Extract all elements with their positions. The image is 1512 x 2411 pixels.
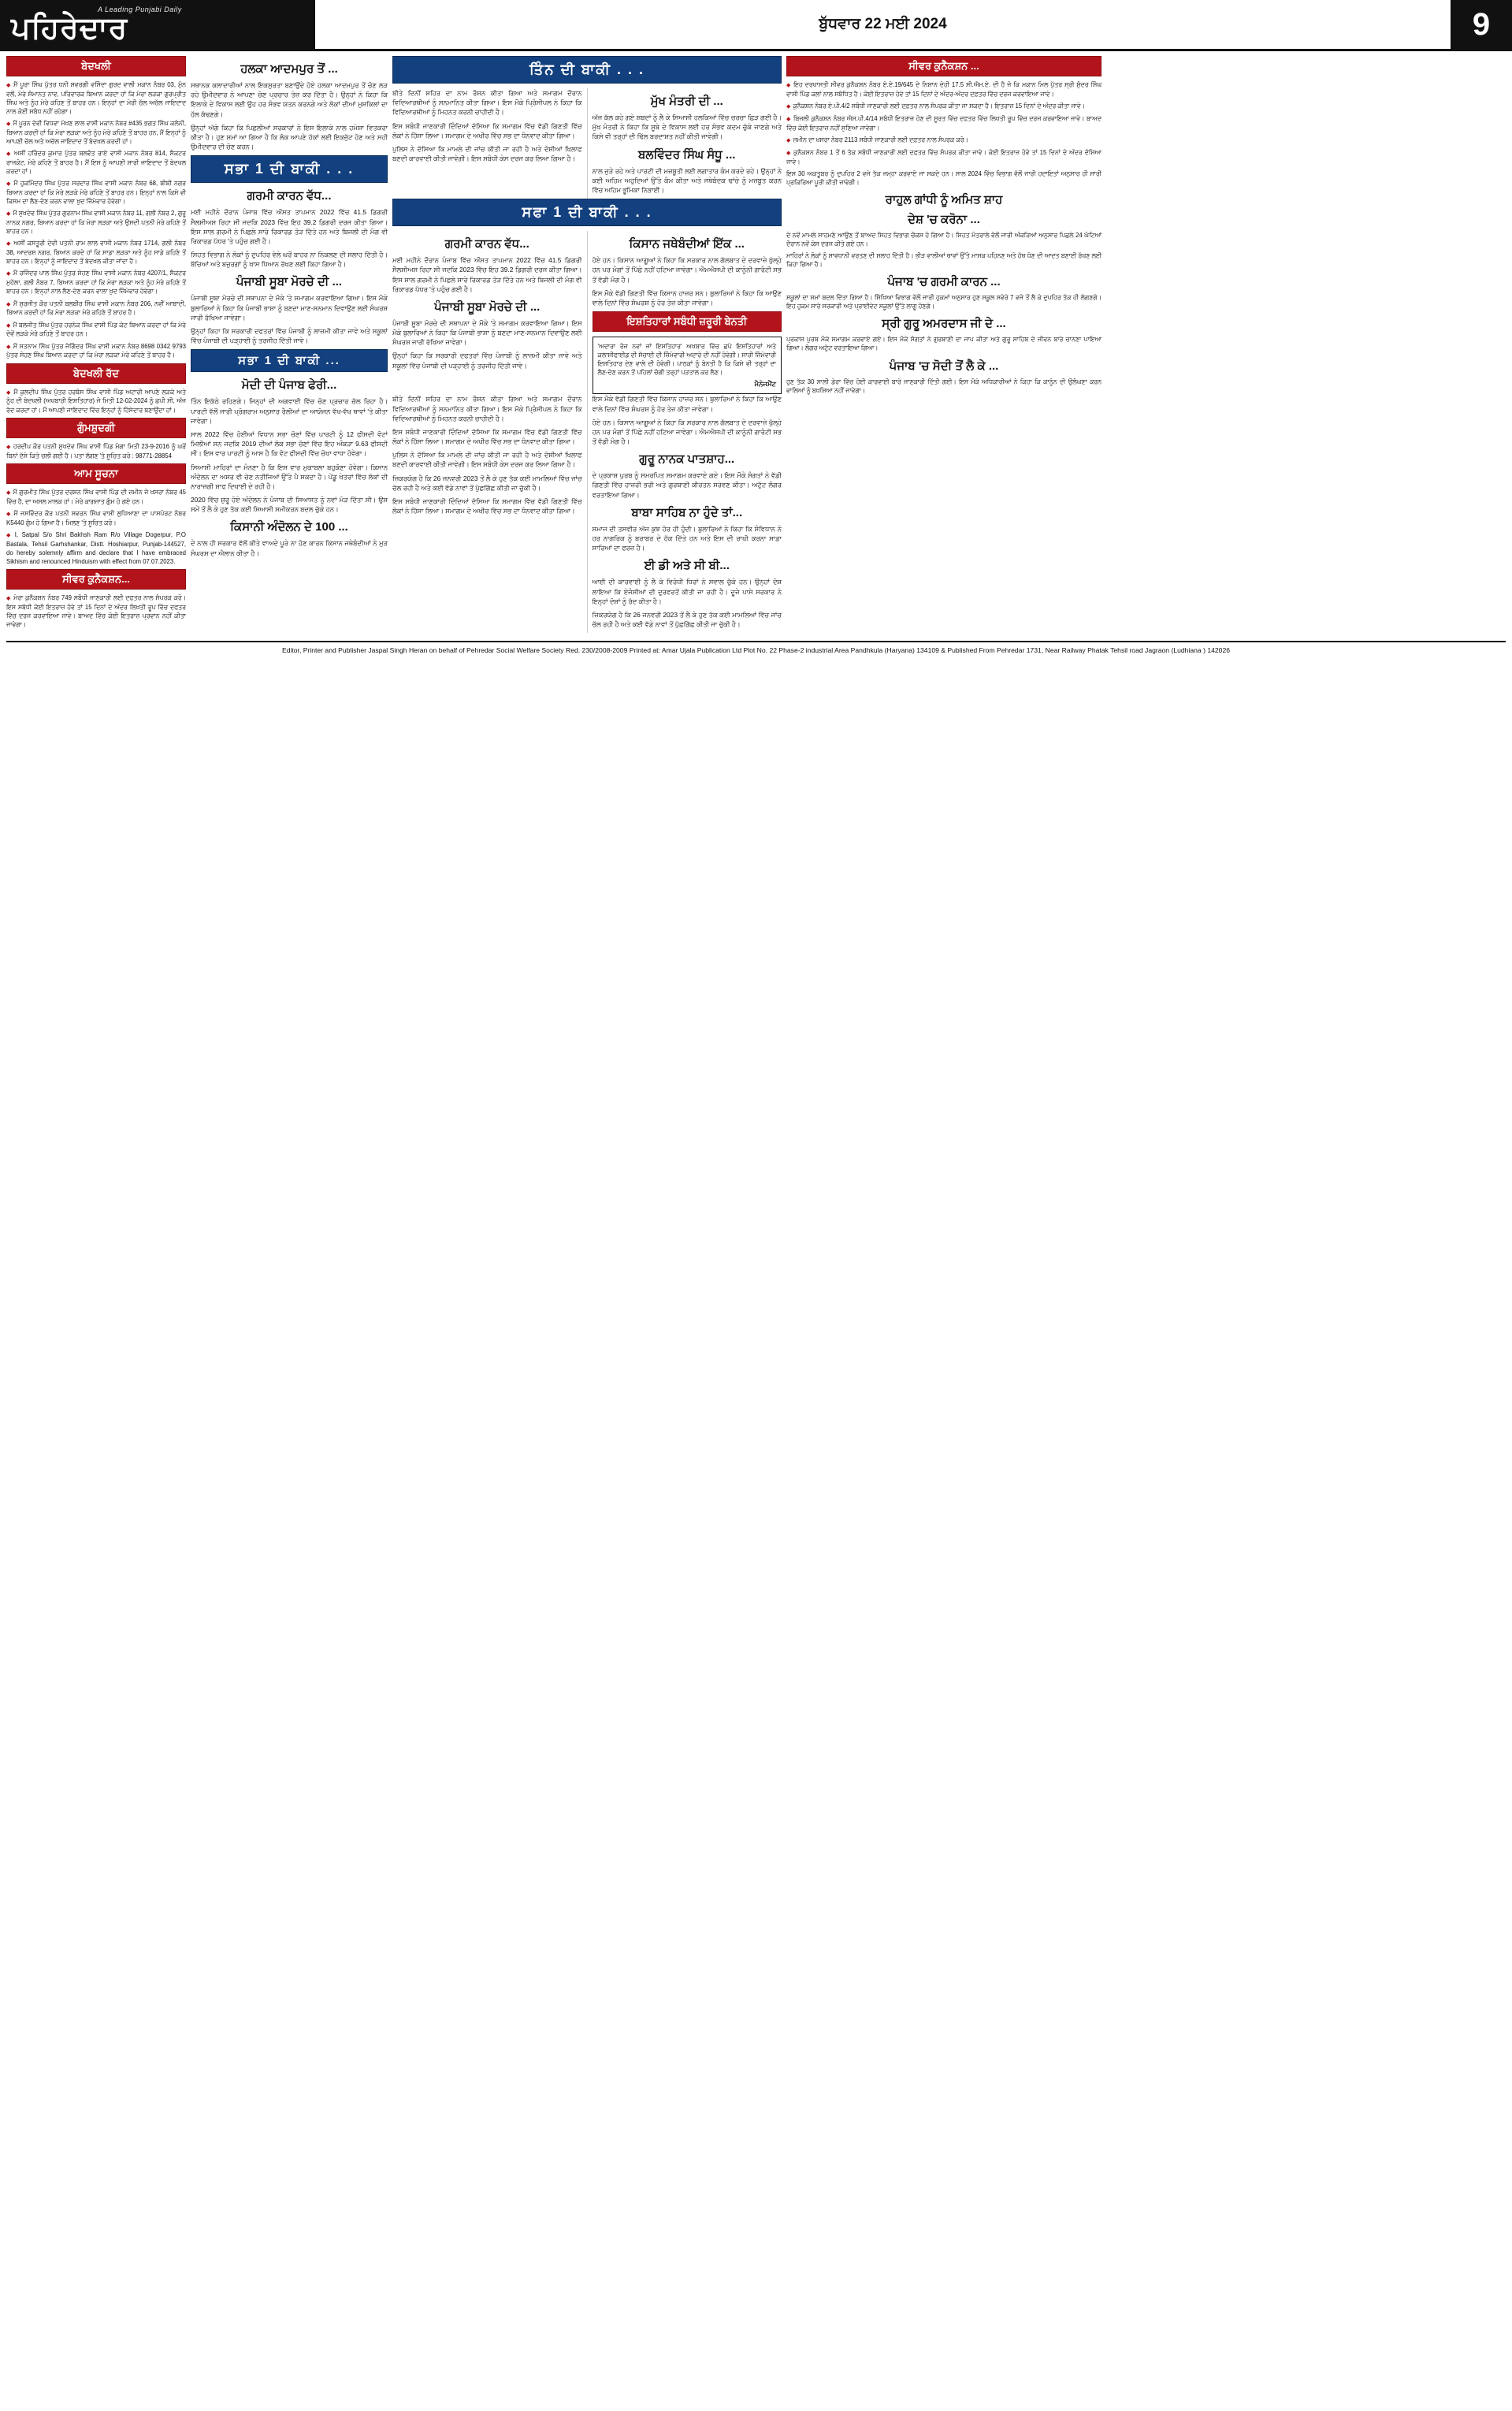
article-head-ed-cbi: ਈ ਡੀ ਅਤੇ ਸੀ ਬੀ... [644, 559, 730, 573]
article-body-left-a [392, 88, 582, 163]
article-body-right-b [593, 394, 782, 446]
article-head-punjabi-suba: ਪੰਜਾਬੀ ਸੂਬਾ ਮੋਰਚੇ ਦੀ ... [236, 275, 343, 289]
paragraph: ਇਸ ਸਬੰਧੀ ਜਾਣਕਾਰੀ ਦਿੰਦਿਆਂ ਦੱਸਿਆ ਕਿ ਸਮਾਗਮ ਵਿੱਚ ਵੱਡੀ ਗਿਣਤੀ ਵਿੱਚ ਲੋਕਾਂ ਨੇ ਹਿੱਸਾ ਲਿਆ। ਸਮਾਗਮ ਦੇ ਅਖੀਰ ਵਿੱਚ ਸਭ ਦਾ ਧੰਨਵਾਦ ਕੀਤਾ ਗਿਆ। [392, 497, 582, 515]
article-head-mukh-mantri: ਮੁੱਖ ਮੰਤਰੀ ਦੀ ... [650, 95, 723, 108]
sewer-block [6, 593, 186, 629]
article-head-baba-sahib: ਬਾਬਾ ਸਾਹਿਬ ਨਾ ਹੁੰਦੇ ਤਾਂ... [631, 505, 743, 519]
section-header-sewer-connection: ਸੀਵਰ ਕੁਨੈਕਸ਼ਨ... [6, 569, 186, 590]
article-body-punjab-sodi [786, 378, 1101, 395]
article-head-halka-adampur: ਹਲਕਾ ਆਦਮਪੁਰ ਤੋਂ ... [240, 62, 338, 76]
paragraph: ਆਈ ਦੀ ਕਾਰਵਾਈ ਨੂੰ ਲੈ ਕੇ ਵਿਰੋਧੀ ਧਿਰਾਂ ਨੇ ਸਵਾਲ ਚੁੱਕੇ ਹਨ। ਉਨ੍ਹਾਂ ਦੋਸ਼ ਲਾਇਆ ਕਿ ਏਜੰਸੀਆਂ ਦੀ ਦੁਰਵਰਤੋਂ ਕੀਤੀ ਜਾ ਰਹੀ ਹੈ। ਦੂਜੇ ਪਾਸੇ ਸਰਕਾਰ ਨੇ ਇਨ੍ਹਾਂ ਦੋਸ਼ਾਂ ਨੂੰ ਰੱਦ ਕੀਤਾ ਹੈ। [592, 578, 782, 605]
paragraph: ਮਈ ਮਹੀਨੇ ਦੌਰਾਨ ਪੰਜਾਬ ਵਿੱਚ ਔਸਤ ਤਾਪਮਾਨ 2022 ਵਿੱਚ 41.5 ਡਿਗਰੀ ਸੈਲਸੀਅਸ ਰਿਹਾ ਸੀ ਜਦਕਿ 2023 ਵਿੱਚ ਇਹ 39.2 ਡਿਗਰੀ ਦਰਜ ਕੀਤਾ ਗਿਆ। ਇਸ ਸਾਲ ਗਰਮੀ ਨੇ ਪਿਛਲੇ ਸਾਰੇ ਰਿਕਾਰਡ ਤੋੜ ਦਿੱਤੇ ਹਨ ਅਤੇ ਬਿਜਲੀ ਦੀ ਮੰਗ ਵੀ ਰਿਕਾਰਡ ਪੱਧਰ 'ਤੇ ਪਹੁੰਚ ਗਈ ਹੈ। [392, 256, 582, 293]
article-body-kisan-jathebandian [593, 255, 782, 307]
paragraph: ਹੋਏ ਹਨ। ਕਿਸਾਨ ਆਗੂਆਂ ਨੇ ਕਿਹਾ ਕਿ ਸਰਕਾਰ ਨਾਲ ਗੱਲਬਾਤ ਦੇ ਦਰਵਾਜ਼ੇ ਖੁੱਲ੍ਹੇ ਹਨ ਪਰ ਮੰਗਾਂ ਤੋਂ ਪਿੱਛੇ ਨਹੀਂ ਹਟਿਆ ਜਾਵੇਗਾ। ਐਮਐਸਪੀ ਦੀ ਕਾਨੂੰਨੀ ਗਾਰੰਟੀ ਸਭ ਤੋਂ ਵੱਡੀ ਮੰਗ ਹੈ। [592, 256, 782, 284]
article-body-punjabi-suba-2 [392, 318, 582, 370]
rescind-block [6, 388, 186, 415]
paragraph: ਪ੍ਰਕਾਸ਼ ਪੁਰਬ ਮੌਕੇ ਸਮਾਗਮ ਕਰਵਾਏ ਗਏ। ਇਸ ਮੌਕੇ ਸੰਗਤਾਂ ਨੇ ਗੁਰਬਾਣੀ ਦਾ ਜਾਪ ਕੀਤਾ ਅਤੇ ਗੁਰੂ ਸਾਹਿਬ ਦੇ ਜੀਵਨ ਬਾਰੇ ਚਾਨਣਾ ਪਾਇਆ ਗਿਆ। ਲੰਗਰ ਅਟੁੱਟ ਵਰਤਾਇਆ ਗਿਆ। [786, 336, 1101, 352]
paragraph: ਪੰਜਾਬੀ ਸੂਬਾ ਮੋਰਚੇ ਦੀ ਸਥਾਪਨਾ ਦੇ ਮੌਕੇ 'ਤੇ ਸਮਾਗਮ ਕਰਵਾਇਆ ਗਿਆ। ਇਸ ਮੌਕੇ ਬੁਲਾਰਿਆਂ ਨੇ ਕਿਹਾ ਕਿ ਪੰਜਾਬੀ ਭਾਸ਼ਾ ਨੂੰ ਬਣਦਾ ਮਾਣ-ਸਨਮਾਨ ਦਿਵਾਉਣ ਲਈ ਸੰਘਰਸ਼ ਜਾਰੀ ਰੱਖਿਆ ਜਾਵੇਗਾ। [191, 294, 388, 322]
subcolumn-right-mid [587, 231, 782, 394]
section-header-bedakhli-radd: ਬੇਦਖਲੀ ਰੱਦ [6, 363, 186, 384]
article-head-rahul-amit-shah: ਰਾਹੁਲ ਗਾਂਧੀ ਨੂੰ ਅਮਿਤ ਸ਼ਾਹ [885, 193, 1003, 206]
article-body-corona [786, 231, 1101, 269]
article-head-kisan-jathebandian: ਕਿਸਾਨ ਜਥੇਬੰਦੀਆਂ ਇੱਕ ... [629, 237, 745, 251]
sewer-item: ◆ ਬਿਜਲੀ ਕੁਨੈਕਸ਼ਨ ਨੰਬਰ ਐਸ.ਪੀ.4/14 ਸਬੰਧੀ ਇਤਰਾਜ਼ ਹੋਣ ਦੀ ਸੂਰਤ ਵਿੱਚ ਦਫ਼ਤਰ ਵਿੱਚ ਲਿਖਤੀ ਰੂਪ ਵਿੱਚ ਦਰਜ ਕਰਵਾਇਆ ਜਾਵੇ। ਬਾਅਦ ਵਿੱਚ ਕੋਈ ਇਤਰਾਜ਼ ਨਹੀਂ ਸੁਣਿਆ ਜਾਵੇਗਾ। [786, 114, 1101, 132]
classified-item: ◆ ਮੈਂ ਰਜਿੰਦਰ ਪਾਲ ਸਿੰਘ ਪੁੱਤਰ ਸੋਹਣ ਸਿੰਘ ਵਾਸੀ ਮਕਾਨ ਨੰਬਰ 4207/1, ਸੈਕਟਰ ਮੁਹੱਲਾ, ਗਲੀ ਨੰਬਰ 7, ਬਿਆਨ ਕਰਦਾ ਹਾਂ ਕਿ ਮੇਰਾ ਲੜਕਾ ਅਤੇ ਨੂੰਹ ਮੇਰੇ ਕਹਿਣੇ ਤੋਂ ਬਾਹਰ ਹਨ। ਇਨ੍ਹਾਂ ਨਾਲ ਲੈਣ-ਦੇਣ ਕਰਨ ਵਾਲਾ ਖੁਦ ਜ਼ਿੰਮੇਵਾਰ ਹੋਵੇਗਾ। [6, 269, 186, 296]
page-columns [0, 51, 1512, 633]
sewer-item: ◆ ਇਹ ਦਰਖਾਸਤੀ ਸੀਵਰ ਕੁਨੈਕਸ਼ਨ ਨੰਬਰ ਏ.ਏ.19/645 ਦੇ ਨਿਸ਼ਾਨ ਦੇਹੀ 17.5 ਸੀ.ਐਮ.ਏ. ਦੀ ਹੈ ਜੋ ਕਿ ਮਕਾਨ ਮਿਲ ਪੁੱਤਰ ਸ੍ਰੀ ਸੁੰਦਰ ਸਿੰਘ ਵਾਸੀ ਪਿੰਡ ਕਲਾਂ ਨਾਲ ਸਬੰਧਿਤ ਹੈ। ਕੋਈ ਇਤਰਾਜ਼ ਹੋਵੇ ਤਾਂ 15 ਦਿਨਾਂ ਦੇ ਅੰਦਰ-ਅੰਦਰ ਦਫ਼ਤਰ ਵਿੱਚ ਦਰਜ ਕਰਵਾਇਆ ਜਾਵੇ। [786, 80, 1101, 99]
sewer-list-right [786, 80, 1101, 187]
paragraph: ਇਸ ਸਬੰਧੀ ਜਾਣਕਾਰੀ ਦਿੰਦਿਆਂ ਦੱਸਿਆ ਕਿ ਸਮਾਗਮ ਵਿੱਚ ਵੱਡੀ ਗਿਣਤੀ ਵਿੱਚ ਲੋਕਾਂ ਨੇ ਹਿੱਸਾ ਲਿਆ। ਸਮਾਗਮ ਦੇ ਅਖੀਰ ਵਿੱਚ ਸਭ ਦਾ ਧੰਨਵਾਦ ਕੀਤਾ ਗਿਆ। [392, 121, 582, 140]
banner-safa-1-di-baki: ਸਫਾ 1 ਦੀ ਬਾਕੀ . . . [392, 199, 782, 226]
paragraph: ਦੇ ਪ੍ਰਕਾਸ਼ ਪੁਰਬ ਨੂੰ ਸਮਰਪਿਤ ਸਮਾਗਮ ਕਰਵਾਏ ਗਏ। ਇਸ ਮੌਕੇ ਸੰਗਤਾਂ ਨੇ ਵੱਡੀ ਗਿਣਤੀ ਵਿੱਚ ਹਾਜ਼ਰੀ ਭਰੀ ਅਤੇ ਗੁਰਬਾਣੀ ਕੀਰਤਨ ਸਰਵਣ ਕੀਤਾ। ਅਟੁੱਟ ਲੰਗਰ ਵਰਤਾਇਆ ਗਿਆ। [592, 471, 782, 499]
article-head-corona: ਦੇਸ਼ 'ਚ ਕਰੋਨਾ ... [908, 213, 980, 226]
section-header-public-notice: ਆਮ ਸੂਚਨਾ [6, 463, 186, 484]
wide-two-col-mid [392, 231, 782, 394]
article-head-balwinder-sandhu: ਬਲਵਿੰਦਰ ਸਿੰਘ ਸੰਧੂ ... [638, 147, 736, 162]
classified-item: ◆ ਮੈਂ ਸਤਨਾਮ ਸਿੰਘ ਪੁੱਤਰ ਜੋਗਿੰਦਰ ਸਿੰਘ ਵਾਸੀ ਮਕਾਨ ਨੰਬਰ 8698 0342 9793 ਪੁੱਤਰ ਸੋਹਣ ਸਿੰਘ ਬਿਆਨ ਕਰਦਾ ਹਾਂ ਕਿ ਮੇਰਾ ਲੜਕਾ ਮੇਰੇ ਕਹਿਣੇ ਤੋਂ ਬਾਹਰ ਹੈ। [6, 342, 186, 360]
article-body-punjab-garmi [786, 293, 1101, 311]
paragraph: ਪੁਲਿਸ ਨੇ ਦੱਸਿਆ ਕਿ ਮਾਮਲੇ ਦੀ ਜਾਂਚ ਕੀਤੀ ਜਾ ਰਹੀ ਹੈ ਅਤੇ ਦੋਸ਼ੀਆਂ ਖਿਲਾਫ ਬਣਦੀ ਕਾਰਵਾਈ ਕੀਤੀ ਜਾਵੇਗੀ। ਇਸ ਸਬੰਧੀ ਕੇਸ ਦਰਜ ਕਰ ਲਿਆ ਗਿਆ ਹੈ। [392, 144, 582, 163]
classified-item: ◆ ਮੈਂ ਪੂਰਾ ਸਿੰਘ ਪੁੱਤਰ ਧਨੀ ਸਵਰਗੀ ਵਸਿੰਦਾ ਗੁਰਦ ਵਾਲੀ ਮਕਾਨ ਨੰਬਰ 03, ਮੁੰਨ ਵਲੋਂ, ਮੇਰੇ ਸੰਮਾਨਤ ਨਾਵ, ਪਰਿਵਾਰਕ ਬਿਆਨ ਕਰਦਾ ਹਾਂ ਕਿ ਮੇਰਾ ਲੜਕਾ ਗੁਰਪ੍ਰੀਤ ਸਿੰਘ ਅਤੇ ਨੂੰਹ ਮੇਰੇ ਕਹਿਣ ਤੋਂ ਬਾਹਰ ਹਨ। ਇਨ੍ਹਾਂ ਦਾ ਮੇਰੀ ਚੱਲ ਅਚੱਲ ਜਾਇਦਾਦ ਨਾਲ ਕੋਈ ਸਬੰਧ ਨਹੀਂ ਰਹੇਗਾ। [6, 80, 186, 116]
paragraph: ਉਨ੍ਹਾਂ ਅੱਗੇ ਕਿਹਾ ਕਿ ਪਿਛਲੀਆਂ ਸਰਕਾਰਾਂ ਨੇ ਇਸ ਇਲਾਕੇ ਨਾਲ ਹਮੇਸ਼ਾ ਵਿਤਕਰਾ ਕੀਤਾ ਹੈ। ਹੁਣ ਸਮਾਂ ਆ ਗਿਆ ਹੈ ਕਿ ਲੋਕ ਆਪਣੇ ਹੱਕਾਂ ਲਈ ਇਕਜੁੱਟ ਹੋਣ ਅਤੇ ਸਹੀ ਉਮੀਦਵਾਰ ਦੀ ਚੋਣ ਕਰਨ। [191, 123, 388, 151]
article-body-baba-sahib [593, 524, 782, 553]
missing-block [6, 442, 186, 460]
subcolumn-left-mid [392, 231, 582, 394]
article-body-guru-nanak [593, 471, 782, 500]
paragraph: ਸਥਾਨਕ ਕਲਾਦਾਰੀਆਂ ਨਾਲ ਇਕਸੁਰਤਾ ਬਣਾਉਂਦੇ ਹੋਏ ਹਲਕਾ ਆਦਮਪੁਰ ਤੋਂ ਚੋਣ ਲੜ ਰਹੇ ਉਮੀਦਵਾਰ ਨੇ ਆਪਣਾ ਚੋਣ ਪ੍ਰਚਾਰ ਤੇਜ਼ ਕਰ ਦਿੱਤਾ ਹੈ। ਉਨ੍ਹਾਂ ਨੇ ਕਿਹਾ ਕਿ ਇਲਾਕੇ ਦੇ ਵਿਕਾਸ ਲਈ ਉਹ ਹਰ ਸੰਭਵ ਯਤਨ ਕਰਨਗੇ ਅਤੇ ਲੋਕਾਂ ਦੀਆਂ ਮੁਸ਼ਕਿਲਾਂ ਦਾ ਹੱਲ ਕੱਢਣਗੇ। [191, 81, 388, 118]
section-header-bedakhli: ਬੇਦਖਲੀ [6, 56, 186, 76]
paragraph: ਉਨ੍ਹਾਂ ਕਿਹਾ ਕਿ ਸਰਕਾਰੀ ਦਫਤਰਾਂ ਵਿੱਚ ਪੰਜਾਬੀ ਨੂੰ ਲਾਜ਼ਮੀ ਕੀਤਾ ਜਾਵੇ ਅਤੇ ਸਕੂਲਾਂ ਵਿੱਚ ਪੰਜਾਬੀ ਦੀ ਪੜ੍ਹਾਈ ਨੂੰ ਤਰਜੀਹ ਦਿੱਤੀ ਜਾਵੇ। [191, 327, 388, 345]
masthead [0, 0, 1512, 51]
article-body-modi-punjab [191, 396, 388, 514]
article-body-garmi [191, 207, 388, 269]
paragraph: ਸਿਹਤ ਵਿਭਾਗ ਨੇ ਲੋਕਾਂ ਨੂੰ ਦੁਪਹਿਰ ਵੇਲੇ ਘਰੋਂ ਬਾਹਰ ਨਾ ਨਿਕਲਣ ਦੀ ਸਲਾਹ ਦਿੱਤੀ ਹੈ। ਬੱਚਿਆਂ ਅਤੇ ਬਜ਼ੁਰਗਾਂ ਨੂੰ ਖਾਸ ਧਿਆਨ ਰੱਖਣ ਲਈ ਕਿਹਾ ਗਿਆ ਹੈ। [191, 251, 388, 269]
paragraph: ਸਮਾਜ ਦੀ ਤਸਵੀਰ ਅੱਜ ਕੁਝ ਹੋਰ ਹੀ ਹੁੰਦੀ। ਬੁਲਾਰਿਆਂ ਨੇ ਕਿਹਾ ਕਿ ਸੰਵਿਧਾਨ ਨੇ ਹਰ ਨਾਗਰਿਕ ਨੂੰ ਬਰਾਬਰ ਦੇ ਹੱਕ ਦਿੱਤੇ ਹਨ ਅਤੇ ਇਸ ਦੀ ਰਾਖੀ ਕਰਨਾ ਸਾਡਾ ਸਾਰਿਆਂ ਦਾ ਫਰਜ਼ ਹੈ। [592, 524, 782, 553]
column-classifieds [6, 56, 186, 633]
article-head-garmi: ਗਰਮੀ ਕਾਰਨ ਵੱਧ... [247, 189, 332, 203]
subcolumn-left-bottom [392, 394, 582, 633]
paragraph: ਦੇ ਨਵੇਂ ਮਾਮਲੇ ਸਾਹਮਣੇ ਆਉਣ ਤੋਂ ਬਾਅਦ ਸਿਹਤ ਵਿਭਾਗ ਚੌਕਸ ਹੋ ਗਿਆ ਹੈ। ਸਿਹਤ ਮੰਤਰਾਲੇ ਵੱਲੋਂ ਜਾਰੀ ਅੰਕੜਿਆਂ ਅਨੁਸਾਰ ਪਿਛਲੇ 24 ਘੰਟਿਆਂ ਦੌਰਾਨ ਨਵੇਂ ਕੇਸ ਦਰਜ ਕੀਤੇ ਗਏ ਹਨ। [786, 232, 1101, 248]
ad-disclaimer-text: 'ਅਦਾਰਾ ਰੋਜ਼ ਨਵਾਂ ਜਾਂ ਇਸ਼ਤਿਹਾਰ' ਅਖਬਾਰ ਵਿੱਚ ਛਪੇ ਇਸ਼ਤਿਹਾਰਾਂ ਅਤੇ ਕਲਾਸੀਫਾਈਡ ਦੀ ਸੱਚਾਈ ਦੀ ਜ਼ਿੰਮੇਵਾਰੀ ਅਦਾਰੇ ਦੀ ਨਹੀਂ ਹੋਵੇਗੀ। ਸਾਰੀ ਜ਼ਿੰਮੇਵਾਰੀ ਇਸ਼ਤਿਹਾਰ ਦੇਣ ਵਾਲੇ ਦੀ ਹੋਵੇਗੀ। ਪਾਠਕਾਂ ਨੂੰ ਬੇਨਤੀ ਹੈ ਕਿ ਕਿਸੇ ਵੀ ਤਰ੍ਹਾਂ ਦਾ ਲੈਣ-ਦੇਣ ਕਰਨ ਤੋਂ ਪਹਿਲਾਂ ਚੰਗੀ ਤਰ੍ਹਾਂ ਪੜਤਾਲ ਕਰ ਲੈਣ। [597, 343, 776, 377]
wide-two-col-bottom [392, 394, 782, 633]
paragraph: ਦੇ ਨਾਲ ਹੀ ਸਰਕਾਰ ਵੱਲੋਂ ਕੀਤੇ ਵਾਅਦੇ ਪੂਰੇ ਨਾ ਹੋਣ ਕਾਰਨ ਕਿਸਾਨ ਜਥੇਬੰਦੀਆਂ ਨੇ ਮੁੜ ਸੰਘਰਸ਼ ਦਾ ਐਲਾਨ ਕੀਤਾ ਹੈ। [191, 539, 388, 557]
paragraph: ਇਸ 30 ਅਕਤੂਬਰ ਨੂੰ ਦੁਪਹਿਰ 2 ਵਜੇ ਤੱਕ ਜਮ੍ਹਾ ਕਰਵਾਏ ਜਾ ਸਕਦੇ ਹਨ। ਸਾਲ 2024 ਵਿੱਚ ਵਿਭਾਗ ਵੱਲੋਂ ਜਾਰੀ ਹਦਾਇਤਾਂ ਅਨੁਸਾਰ ਹੀ ਸਾਰੀ ਪ੍ਰਕਿਰਿਆ ਪੂਰੀ ਕੀਤੀ ਜਾਵੇਗੀ। [786, 169, 1101, 186]
classified-item: ◆ ਮੈਂ ਪੂਰਨ ਦੇਵੀ ਵਿਧਵਾ ਮੱਖਣ ਲਾਲ ਵਾਸੀ ਮਕਾਨ ਨੰਬਰ #435 ਭਗਤ ਸਿੰਘ ਕਲੋਨੀ, ਬਿਆਨ ਕਰਦੀ ਹਾਂ ਕਿ ਮੇਰਾ ਲੜਕਾ ਅਤੇ ਨੂੰਹ ਮੇਰੇ ਕਹਿਣੇ ਤੋਂ ਬਾਹਰ ਹਨ, ਮੈਂ ਇਨ੍ਹਾਂ ਨੂੰ ਆਪਣੀ ਚੱਲ ਅਤੇ ਅਚੱਲ ਜਾਇਦਾਦ ਤੋਂ ਬੇਦਖਲ ਕਰਦੀ ਹਾਂ। [6, 119, 186, 146]
paragraph: ਬੀਤੇ ਦਿਨੀਂ ਸ਼ਹਿਰ ਦਾ ਨਾਮ ਰੌਸ਼ਨ ਕੀਤਾ ਗਿਆ ਅਤੇ ਸਮਾਗਮ ਦੌਰਾਨ ਵਿਦਿਆਰਥੀਆਂ ਨੂੰ ਸਨਮਾਨਿਤ ਕੀਤਾ ਗਿਆ। ਇਸ ਮੌਕੇ ਪ੍ਰਿੰਸੀਪਲ ਨੇ ਕਿਹਾ ਕਿ ਵਿਦਿਆਰਥੀਆਂ ਨੂੰ ਮਿਹਨਤ ਕਰਨੀ ਚਾਹੀਦੀ ਹੈ। [392, 89, 582, 117]
classified-item: ◆ ਮੈਂ ਬਲਜੀਤ ਸਿੰਘ ਪੁੱਤਰ ਹਰਨੇਕ ਸਿੰਘ ਵਾਸੀ ਪਿੰਡ ਕੋਟ ਬਿਆਨ ਕਰਦਾ ਹਾਂ ਕਿ ਮੇਰੇ ਦੋਵੇਂ ਲੜਕੇ ਮੇਰੇ ਕਹਿਣੇ ਤੋਂ ਬਾਹਰ ਹਨ। [6, 321, 186, 339]
paragraph: ਇਸ ਮੌਕੇ ਵੱਡੀ ਗਿਣਤੀ ਵਿੱਚ ਕਿਸਾਨ ਹਾਜ਼ਰ ਸਨ। ਬੁਲਾਰਿਆਂ ਨੇ ਕਿਹਾ ਕਿ ਆਉਣ ਵਾਲੇ ਦਿਨਾਂ ਵਿੱਚ ਸੰਘਰਸ਼ ਨੂੰ ਹੋਰ ਤੇਜ਼ ਕੀਤਾ ਜਾਵੇਗਾ। [592, 288, 782, 307]
classified-item: ◆ ਅਸੀਂ ਹਰਿੰਦਰ ਕੁਮਾਰ ਪੁੱਤਰ ਬਲਵੰਤ ਰਾਏ ਵਾਸੀ ਮਕਾਨ ਨੰਬਰ 814, ਸੈਕਟਰ ਰਾਜਕੋਟ, ਮੇਰੇ ਕਹਿਣੇ ਤੋਂ ਬਾਹਰ ਹੈ। ਮੈਂ ਇਸ ਨੂੰ ਆਪਣੀ ਸਾਰੀ ਜਾਇਦਾਦ ਤੋਂ ਬੇਦਖਲ ਕਰਦਾ ਹਾਂ। [6, 149, 186, 176]
article-body-punjabi-suba [191, 293, 388, 345]
paragraph: ਪੁਲਿਸ ਨੇ ਦੱਸਿਆ ਕਿ ਮਾਮਲੇ ਦੀ ਜਾਂਚ ਕੀਤੀ ਜਾ ਰਹੀ ਹੈ ਅਤੇ ਦੋਸ਼ੀਆਂ ਖਿਲਾਫ ਬਣਦੀ ਕਾਰਵਾਈ ਕੀਤੀ ਜਾਵੇਗੀ। ਇਸ ਸਬੰਧੀ ਕੇਸ ਦਰਜ ਕਰ ਲਿਆ ਗਿਆ ਹੈ। [392, 451, 582, 469]
sewer-item: ◆ ਮੇਰਾ ਕੁਨੈਕਸ਼ਨ ਨੰਬਰ 749 ਸਬੰਧੀ ਜਾਣਕਾਰੀ ਲਈ ਦਫਤਰ ਨਾਲ ਸੰਪਰਕ ਕਰੋ। ਇਸ ਸਬੰਧੀ ਕੋਈ ਇਤਰਾਜ਼ ਹੋਵੇ ਤਾਂ 15 ਦਿਨਾਂ ਦੇ ਅੰਦਰ ਲਿਖਤੀ ਰੂਪ ਵਿੱਚ ਦਫਤਰ ਵਿੱਚ ਦਰਜ ਕਰਵਾਇਆ ਜਾਵੇ। ਬਾਅਦ ਵਿੱਚ ਕੋਈ ਇਤਰਾਜ਼ ਪ੍ਰਵਾਨ ਨਹੀਂ ਕੀਤਾ ਜਾਵੇਗਾ। [6, 593, 186, 629]
sewer-item: ◆ ਕੁਨੈਕਸ਼ਨ ਨੰਬਰ 1 ਤੋਂ 6 ਤੱਕ ਸਬੰਧੀ ਜਾਣਕਾਰੀ ਲਈ ਦਫ਼ਤਰ ਵਿੱਚ ਸੰਪਰਕ ਕੀਤਾ ਜਾਵੇ। ਕੋਈ ਇਤਰਾਜ਼ ਹੋਵੇ ਤਾਂ 15 ਦਿਨਾਂ ਦੇ ਅੰਦਰ ਦੱਸਿਆ ਜਾਵੇ। [786, 148, 1101, 166]
paragraph: ਪੰਜਾਬੀ ਸੂਬਾ ਮੋਰਚੇ ਦੀ ਸਥਾਪਨਾ ਦੇ ਮੌਕੇ 'ਤੇ ਸਮਾਗਮ ਕਰਵਾਇਆ ਗਿਆ। ਇਸ ਮੌਕੇ ਬੁਲਾਰਿਆਂ ਨੇ ਕਿਹਾ ਕਿ ਪੰਜਾਬੀ ਭਾਸ਼ਾ ਨੂੰ ਬਣਦਾ ਮਾਣ-ਸਨਮਾਨ ਦਿਵਾਉਣ ਲਈ ਸੰਘਰਸ਼ ਜਾਰੀ ਰੱਖਿਆ ਜਾਵੇਗਾ। [392, 318, 582, 347]
section-header-missing: ਗੁੰਮਸ਼ੁਦਗੀ [6, 418, 186, 438]
sewer-item: ◆ ਕੁਨੈਕਸ਼ਨ ਨੰਬਰ ਏ.ਪੀ.4/2 ਸਬੰਧੀ ਜਾਣਕਾਰੀ ਲਈ ਦਫ਼ਤਰ ਨਾਲ ਸੰਪਰਕ ਕੀਤਾ ਜਾ ਸਕਦਾ ਹੈ। ਇਤਰਾਜ਼ 15 ਦਿਨਾਂ ਦੇ ਅੰਦਰ ਕੀਤਾ ਜਾਵੇ। [786, 102, 1101, 111]
article-head-garmi-2: ਗਰਮੀ ਕਾਰਨ ਵੱਧ... [444, 237, 529, 251]
sewer-item: ◆ ਜ਼ਮੀਨ ਦਾ ਖਸਰਾ ਨੰਬਰ 2113 ਸਬੰਧੀ ਜਾਣਕਾਰੀ ਲਈ ਦਫ਼ਤਰ ਨਾਲ ਸੰਪਰਕ ਕਰੋ। [786, 136, 1101, 145]
column-three-wide [392, 56, 782, 633]
ad-disclaimer-title: ਇਸ਼ਤਿਹਾਰਾਂ ਸਬੰਧੀ ਜ਼ਰੂਰੀ ਬੇਨਤੀ [593, 311, 782, 332]
public-notice-list [6, 488, 186, 566]
page-footer: Editor, Printer and Publisher Jaspal Singh Heran on behalf of Pehredar Social Welfare Society Red. 230/2008-2009 Printed at: Amar Ujala Publication Ltd Plot No. 22 Phase-2 industrial Area Pandhkula (Haryana) 134109 & Published From Pehredar 1731, Near Railway Phatak Tehsil road Jagraon (Ludhiana ) 142026 [6, 641, 1506, 660]
article-head-punjab-sodi: ਪੰਜਾਬ 'ਚ ਸੋਦੀ ਤੋਂ ਲੈ ਕੇ ... [889, 359, 999, 373]
article-body-kisani-andolan [191, 538, 388, 557]
notice-item: ◆ ਮੈਂ ਜਸਵਿੰਦਰ ਕੌਰ ਪਤਨੀ ਸਵਰਨ ਸਿੰਘ ਵਾਸੀ ਲੁਧਿਆਣਾ ਦਾ ਪਾਸਪੋਰਟ ਨੰਬਰ K5440 ਗੁੰਮ ਹੋ ਗਿਆ ਹੈ। ਮਿਲਣ 'ਤੇ ਸੂਚਿਤ ਕਰੋ। [6, 509, 186, 527]
paragraph: ਉਨ੍ਹਾਂ ਕਿਹਾ ਕਿ ਸਰਕਾਰੀ ਦਫਤਰਾਂ ਵਿੱਚ ਪੰਜਾਬੀ ਨੂੰ ਲਾਜ਼ਮੀ ਕੀਤਾ ਜਾਵੇ ਅਤੇ ਸਕੂਲਾਂ ਵਿੱਚ ਪੰਜਾਬੀ ਦੀ ਪੜ੍ਹਾਈ ਨੂੰ ਤਰਜੀਹ ਦਿੱਤੀ ਜਾਵੇ। [392, 352, 582, 370]
paragraph: ਨਾਲ ਜੁੜੇ ਰਹੇ ਅਤੇ ਪਾਰਟੀ ਦੀ ਮਜ਼ਬੂਤੀ ਲਈ ਲਗਾਤਾਰ ਕੰਮ ਕਰਦੇ ਰਹੇ। ਉਨ੍ਹਾਂ ਨੇ ਕਈ ਅਹਿਮ ਅਹੁਦਿਆਂ ਉੱਤੇ ਕੰਮ ਕੀਤਾ ਅਤੇ ਜਥੇਬੰਦਕ ਢਾਂਚੇ ਨੂੰ ਮਜ਼ਬੂਤ ਕਰਨ ਵਿੱਚ ਅਹਿਮ ਭੂਮਿਕਾ ਨਿਭਾਈ। [592, 166, 782, 194]
article-body-guru-amardas [786, 335, 1101, 352]
subcolumn-left-top [392, 88, 582, 199]
article-head-modi-punjab: ਮੋਦੀ ਦੀ ਪੰਜਾਬ ਫੇਰੀ... [241, 378, 337, 393]
article-body-mukh-mantri [593, 113, 782, 142]
issue-date: ਬੁੱਧਵਾਰ 22 ਮਈ 2024 [819, 16, 947, 32]
bedakhli-list [6, 80, 186, 360]
paragraph: ਮਈ ਮਹੀਨੇ ਦੌਰਾਨ ਪੰਜਾਬ ਵਿੱਚ ਔਸਤ ਤਾਪਮਾਨ 2022 ਵਿੱਚ 41.5 ਡਿਗਰੀ ਸੈਲਸੀਅਸ ਰਿਹਾ ਸੀ ਜਦਕਿ 2023 ਵਿੱਚ ਇਹ 39.2 ਡਿਗਰੀ ਦਰਜ ਕੀਤਾ ਗਿਆ। ਇਸ ਸਾਲ ਗਰਮੀ ਨੇ ਪਿਛਲੇ ਸਾਰੇ ਰਿਕਾਰਡ ਤੋੜ ਦਿੱਤੇ ਹਨ ਅਤੇ ਬਿਜਲੀ ਦੀ ਮੰਗ ਵੀ ਰਿਕਾਰਡ ਪੱਧਰ 'ਤੇ ਪਹੁੰਚ ਗਈ ਹੈ। [191, 208, 388, 245]
banner-safa-1-baki-b: ਸਭਾ 1 ਦੀ ਬਾਕੀ ... [191, 349, 388, 372]
page-number: 9 [1451, 0, 1512, 49]
paragraph: ਇਸ ਸਬੰਧੀ ਜਾਣਕਾਰੀ ਦਿੰਦਿਆਂ ਦੱਸਿਆ ਕਿ ਸਮਾਗਮ ਵਿੱਚ ਵੱਡੀ ਗਿਣਤੀ ਵਿੱਚ ਲੋਕਾਂ ਨੇ ਹਿੱਸਾ ਲਿਆ। ਸਮਾਗਮ ਦੇ ਅਖੀਰ ਵਿੱਚ ਸਭ ਦਾ ਧੰਨਵਾਦ ਕੀਤਾ ਗਿਆ। [392, 427, 582, 446]
paragraph: ਜ਼ਿਕਰਯੋਗ ਹੈ ਕਿ 26 ਜਨਵਰੀ 2023 ਤੋਂ ਲੈ ਕੇ ਹੁਣ ਤੱਕ ਕਈ ਮਾਮਲਿਆਂ ਵਿੱਚ ਜਾਂਚ ਚੱਲ ਰਹੀ ਹੈ ਅਤੇ ਕਈ ਵੱਡੇ ਨਾਵਾਂ ਤੋਂ ਪੁੱਛਗਿੱਛ ਕੀਤੀ ਜਾ ਚੁੱਕੀ ਹੈ। [392, 474, 582, 492]
paragraph: ਹੁਣ ਤੱਕ 30 ਸਾਲੀ ਡੇਰਾ ਵਿੱਚ ਹੋਈ ਕਾਰਵਾਈ ਬਾਰੇ ਜਾਣਕਾਰੀ ਦਿੱਤੀ ਗਈ। ਇਸ ਮੌਕੇ ਅਧਿਕਾਰੀਆਂ ਨੇ ਕਿਹਾ ਕਿ ਕਾਨੂੰਨ ਦੀ ਉਲੰਘਣਾ ਕਰਨ ਵਾਲਿਆਂ ਨੂੰ ਬਖਸ਼ਿਆ ਨਹੀਂ ਜਾਵੇਗਾ। [786, 378, 1101, 394]
paragraph: 2020 ਵਿੱਚ ਸ਼ੁਰੂ ਹੋਏ ਅੰਦੋਲਨ ਨੇ ਪੰਜਾਬ ਦੀ ਸਿਆਸਤ ਨੂੰ ਨਵਾਂ ਮੋੜ ਦਿੱਤਾ ਸੀ। ਉਸ ਸਮੇਂ ਤੋਂ ਲੈ ਕੇ ਹੁਣ ਤੱਕ ਕਈ ਸਿਆਸੀ ਸਮੀਕਰਨ ਬਦਲ ਚੁੱਕੇ ਹਨ। [191, 496, 388, 514]
paragraph: ਜ਼ਿਕਰਯੋਗ ਹੈ ਕਿ 26 ਜਨਵਰੀ 2023 ਤੋਂ ਲੈ ਕੇ ਹੁਣ ਤੱਕ ਕਈ ਮਾਮਲਿਆਂ ਵਿੱਚ ਜਾਂਚ ਚੱਲ ਰਹੀ ਹੈ ਅਤੇ ਕਈ ਵੱਡੇ ਨਾਵਾਂ ਤੋਂ ਪੁੱਛਗਿੱਛ ਕੀਤੀ ਜਾ ਚੁੱਕੀ ਹੈ। [592, 610, 782, 629]
notice-item: ◆ ਮੈਂ ਗੁਰਮੀਤ ਸਿੰਘ ਪੁੱਤਰ ਦਰਸ਼ਨ ਸਿੰਘ ਵਾਸੀ ਪਿੰਡ ਦੀ ਜ਼ਮੀਨ ਜੋ ਖਸਰਾ ਨੰਬਰ 45 ਵਿੱਚ ਹੈ, ਦਾ ਅਸਲ ਮਾਲਕ ਹਾਂ। ਮੇਰੇ ਕਾਗਜ਼ਾਤ ਗੁੰਮ ਹੋ ਗਏ ਹਨ। [6, 488, 186, 506]
article-body-left-b [392, 394, 582, 515]
article-body-halka-adampur [191, 80, 388, 151]
subcolumn-right-top [587, 88, 782, 199]
wide-two-col-top [392, 88, 782, 199]
article-head-kisani-andolan: ਕਿਸਾਨੀ ਅੰਦੋਲਨ ਦੇ 100 ... [230, 520, 348, 534]
paragraph: ਤਿੰਨ ਇਕੱਠੇ ਰਹਿਣਗੇ। ਜਿਨ੍ਹਾਂ ਦੀ ਅਗਵਾਈ ਵਿੱਚ ਚੋਣ ਪ੍ਰਚਾਰ ਚੱਲ ਰਿਹਾ ਹੈ। ਪਾਰਟੀ ਵੱਲੋਂ ਜਾਰੀ ਪ੍ਰੋਗਰਾਮ ਅਨੁਸਾਰ ਰੈਲੀਆਂ ਦਾ ਆਯੋਜਨ ਵੱਖ-ਵੱਖ ਥਾਵਾਂ 'ਤੇ ਕੀਤਾ ਜਾਵੇਗਾ। [191, 397, 388, 425]
article-body-garmi-2 [392, 255, 582, 294]
classified-item: ◆ ਮੈਂ ਹੁਕਮਿੰਦਰ ਸਿੰਘ ਪੁੱਤਰ ਸਰਦਾਰ ਸਿੰਘ ਵਾਸੀ ਮਕਾਨ ਨੰਬਰ 68, ਬੀਬੀ ਨਗਰ ਬਿਆਨ ਕਰਦਾ ਹਾਂ ਕਿ ਮੇਰੇ ਲੜਕੇ ਮੇਰੇ ਕਹਿਣੇ ਤੋਂ ਬਾਹਰ ਹਨ। ਇਨ੍ਹਾਂ ਨਾਲ ਕਿਸੇ ਵੀ ਕਿਸਮ ਦਾ ਲੈਣ-ਦੇਣ ਕਰਨ ਵਾਲਾ ਖੁਦ ਜ਼ਿੰਮੇਵਾਰ ਹੋਵੇਗਾ। [6, 179, 186, 206]
classified-item: ◆ ਮੈਂ ਸੁਰਜੀਤ ਕੌਰ ਪਤਨੀ ਬਲਬੀਰ ਸਿੰਘ ਵਾਸੀ ਮਕਾਨ ਨੰਬਰ 206, ਨਵੀਂ ਆਬਾਦੀ, ਬਿਆਨ ਕਰਦੀ ਹਾਂ ਕਿ ਮੇਰਾ ਲੜਕਾ ਮੇਰੇ ਕਹਿਣੇ ਤੋਂ ਬਾਹਰ ਹੈ। [6, 300, 186, 318]
banner-tinn-di-baki: ਤਿੰਨ ਦੀ ਬਾਕੀ . . . [392, 56, 782, 84]
paragraph: ਇਸ ਮੌਕੇ ਵੱਡੀ ਗਿਣਤੀ ਵਿੱਚ ਕਿਸਾਨ ਹਾਜ਼ਰ ਸਨ। ਬੁਲਾਰਿਆਂ ਨੇ ਕਿਹਾ ਕਿ ਆਉਣ ਵਾਲੇ ਦਿਨਾਂ ਵਿੱਚ ਸੰਘਰਸ਼ ਨੂੰ ਹੋਰ ਤੇਜ਼ ਕੀਤਾ ਜਾਵੇਗਾ। [592, 395, 782, 413]
missing-item: ◆ ਹਰਦੀਪ ਕੌਰ ਪਤਨੀ ਸੁਖਦੇਵ ਸਿੰਘ ਵਾਸੀ ਪਿੰਡ ਮੋਗਾ ਮਿਤੀ 23-9-2016 ਨੂੰ ਘਰੋਂ ਬਿਨਾਂ ਦੱਸੇ ਕਿਤੇ ਚਲੀ ਗਈ ਹੈ। ਪਤਾ ਲੱਗਣ 'ਤੇ ਸੂਚਿਤ ਕਰੋ : 98771-28854 [6, 442, 186, 460]
paragraph: ਹੋਏ ਹਨ। ਕਿਸਾਨ ਆਗੂਆਂ ਨੇ ਕਿਹਾ ਕਿ ਸਰਕਾਰ ਨਾਲ ਗੱਲਬਾਤ ਦੇ ਦਰਵਾਜ਼ੇ ਖੁੱਲ੍ਹੇ ਹਨ ਪਰ ਮੰਗਾਂ ਤੋਂ ਪਿੱਛੇ ਨਹੀਂ ਹਟਿਆ ਜਾਵੇਗਾ। ਐਮਐਸਪੀ ਦੀ ਕਾਨੂੰਨੀ ਗਾਰੰਟੀ ਸਭ ਤੋਂ ਵੱਡੀ ਮੰਗ ਹੈ। [592, 418, 782, 446]
subcolumn-right-bottom [587, 394, 782, 633]
paragraph: ਸਿਆਸੀ ਮਾਹਿਰਾਂ ਦਾ ਮੰਨਣਾ ਹੈ ਕਿ ਇਸ ਵਾਰ ਮੁਕਾਬਲਾ ਬਹੁਕੋਣਾ ਹੋਵੇਗਾ। ਕਿਸਾਨ ਅੰਦੋਲਨ ਦਾ ਅਸਰ ਵੀ ਚੋਣ ਨਤੀਜਿਆਂ ਉੱਤੇ ਪੈ ਸਕਦਾ ਹੈ। ਪੇਂਡੂ ਖੇਤਰਾਂ ਵਿੱਚ ਲੋਕਾਂ ਦੀ ਨਾਰਾਜ਼ਗੀ ਸਾਫ ਦਿਖਾਈ ਦੇ ਰਹੀ ਹੈ। [191, 463, 388, 490]
paragraph: ਬੀਤੇ ਦਿਨੀਂ ਸ਼ਹਿਰ ਦਾ ਨਾਮ ਰੌਸ਼ਨ ਕੀਤਾ ਗਿਆ ਅਤੇ ਸਮਾਗਮ ਦੌਰਾਨ ਵਿਦਿਆਰਥੀਆਂ ਨੂੰ ਸਨਮਾਨਿਤ ਕੀਤਾ ਗਿਆ। ਇਸ ਮੌਕੇ ਪ੍ਰਿੰਸੀਪਲ ਨੇ ਕਿਹਾ ਕਿ ਵਿਦਿਆਰਥੀਆਂ ਨੂੰ ਮਿਹਨਤ ਕਰਨੀ ਚਾਹੀਦੀ ਹੈ। [392, 395, 582, 422]
logo-tagline: A Leading Punjabi Daily [98, 6, 182, 13]
ad-disclaimer-box [593, 337, 782, 394]
paragraph: ਸਕੂਲਾਂ ਦਾ ਸਮਾਂ ਬਦਲ ਦਿੱਤਾ ਗਿਆ ਹੈ। ਸਿੱਖਿਆ ਵਿਭਾਗ ਵੱਲੋਂ ਜਾਰੀ ਹੁਕਮਾਂ ਅਨੁਸਾਰ ਹੁਣ ਸਕੂਲ ਸਵੇਰੇ 7 ਵਜੇ ਤੋਂ ਲੈ ਕੇ ਦੁਪਹਿਰ ਤੱਕ ਹੀ ਲੱਗਣਗੇ। ਇਹ ਹੁਕਮ ਸਾਰੇ ਸਰਕਾਰੀ ਅਤੇ ਪ੍ਰਾਈਵੇਟ ਸਕੂਲਾਂ ਉੱਤੇ ਲਾਗੂ ਹੋਣਗੇ। [786, 294, 1101, 311]
section-header-sewer-connection-right: ਸੀਵਰ ਕੁਨੈਕਸ਼ਨ ... [786, 56, 1101, 76]
article-body-balwinder-sandhu [593, 166, 782, 195]
ad-disclaimer-signature: ਮੈਨੇਜਮੈਂਟ [754, 380, 776, 389]
rescind-item: ◆ ਮੈਂ ਕੁਲਦੀਪ ਸਿੰਘ ਪੁੱਤਰ ਹਰਬੰਸ ਸਿੰਘ ਵਾਸੀ ਪਿੰਡ ਅਟਾਰੀ ਆਪਣੇ ਲੜਕੇ ਅਤੇ ਨੂੰਹ ਦੀ ਬੇਦਖਲੀ (ਅਖਬਾਰੀ ਇਸ਼ਤਿਹਾਰ) ਜੋ ਮਿਤੀ 12-02-2024 ਨੂੰ ਛਪੀ ਸੀ, ਅੱਜ ਰੱਦ ਕਰਦਾ ਹਾਂ। ਮੈਂ ਆਪਣੀ ਜਾਇਦਾਦ ਵਿੱਚ ਇਨ੍ਹਾਂ ਨੂੰ ਹਿੱਸੇਦਾਰ ਬਣਾਉਂਦਾ ਹਾਂ। [6, 388, 186, 415]
classified-item: ◆ ਅਸੀਂ ਕਸਤੂਰੀ ਦੇਵੀ ਪਤਨੀ ਰਾਮ ਲਾਲ ਵਾਸੀ ਮਕਾਨ ਨੰਬਰ 1714, ਗਲੀ ਨੰਬਰ 38, ਆਦਰਸ਼ ਨਗਰ, ਬਿਆਨ ਕਰਦੇ ਹਾਂ ਕਿ ਸਾਡਾ ਲੜਕਾ ਅਤੇ ਨੂੰਹ ਸਾਡੇ ਕਹਿਣੇ ਤੋਂ ਬਾਹਰ ਹਨ। ਇਨ੍ਹਾਂ ਨੂੰ ਜਾਇਦਾਦ ਤੋਂ ਬੇਦਖਲ ਕੀਤਾ ਜਾਂਦਾ ਹੈ। [6, 239, 186, 266]
article-head-guru-nanak: ਗੁਰੂ ਨਾਨਕ ਪਾਤਸ਼ਾਹ... [639, 452, 735, 467]
paragraph: ਅੱਜ ਕੱਲ ਕਹੇ ਗਏ ਸ਼ਬਦਾਂ ਨੂੰ ਲੈ ਕੇ ਸਿਆਸੀ ਹਲਕਿਆਂ ਵਿੱਚ ਚਰਚਾ ਛਿੜ ਗਈ ਹੈ। ਮੁੱਖ ਮੰਤਰੀ ਨੇ ਕਿਹਾ ਕਿ ਸੂਬੇ ਦੇ ਵਿਕਾਸ ਲਈ ਹਰ ਸੰਭਵ ਕਦਮ ਚੁੱਕੇ ਜਾਣਗੇ ਅਤੇ ਕਿਸੇ ਵੀ ਤਰ੍ਹਾਂ ਦੀ ਢਿੱਲ ਬਰਦਾਸ਼ਤ ਨਹੀਂ ਕੀਤੀ ਜਾਵੇਗੀ। [592, 113, 782, 141]
banner-safa-1-baki-a: ਸਭਾ 1 ਦੀ ਬਾਕੀ . . . [191, 155, 388, 183]
logo-title: ਪਹਿਰੇਦਾਰ [11, 12, 128, 45]
paragraph: ਮਾਹਿਰਾਂ ਨੇ ਲੋਕਾਂ ਨੂੰ ਸਾਵਧਾਨੀ ਵਰਤਣ ਦੀ ਸਲਾਹ ਦਿੱਤੀ ਹੈ। ਭੀੜ ਵਾਲੀਆਂ ਥਾਵਾਂ ਉੱਤੇ ਮਾਸਕ ਪਹਿਨਣ ਅਤੇ ਹੱਥ ਧੋਣ ਦੀ ਆਦਤ ਬਣਾਈ ਰੱਖਣ ਲਈ ਕਿਹਾ ਗਿਆ ਹੈ। [786, 252, 1101, 269]
article-body-ed-cbi [593, 577, 782, 629]
classified-item: ◆ ਮੈਂ ਸੁਖਦੇਵ ਸਿੰਘ ਪੁੱਤਰ ਗੁਰਨਾਮ ਸਿੰਘ ਵਾਸੀ ਮਕਾਨ ਨੰਬਰ 11, ਗਲੀ ਨੰਬਰ 2, ਗੁਰੂ ਨਾਨਕ ਨਗਰ, ਬਿਆਨ ਕਰਦਾ ਹਾਂ ਕਿ ਮੇਰਾ ਲੜਕਾ ਅਤੇ ਉਸਦੀ ਪਤਨੀ ਮੇਰੇ ਕਹਿਣੇ ਤੋਂ ਬਾਹਰ ਹਨ। [6, 209, 186, 236]
column-right-rail [786, 56, 1101, 633]
newspaper-logo [0, 0, 315, 49]
paragraph: ਸਾਲ 2022 ਵਿੱਚ ਹੋਈਆਂ ਵਿਧਾਨ ਸਭਾ ਚੋਣਾਂ ਵਿੱਚ ਪਾਰਟੀ ਨੂੰ 12 ਫੀਸਦੀ ਵੋਟਾਂ ਮਿਲੀਆਂ ਸਨ ਜਦਕਿ 2019 ਦੀਆਂ ਲੋਕ ਸਭਾ ਚੋਣਾਂ ਵਿੱਚ ਇਹ ਅੰਕੜਾ 9.63 ਫੀਸਦੀ ਸੀ। ਇਸ ਵਾਰ ਪਾਰਟੀ ਨੂੰ ਆਸ ਹੈ ਕਿ ਵੋਟ ਫੀਸਦੀ ਵਿੱਚ ਚੋਖਾ ਵਾਧਾ ਹੋਵੇਗਾ। [191, 430, 388, 458]
article-head-guru-amardas: ਸ੍ਰੀ ਗੁਰੂ ਅਮਰਦਾਸ ਜੀ ਦੇ ... [882, 317, 1006, 331]
article-head-punjabi-suba-2: ਪੰਜਾਬੀ ਸੂਬਾ ਮੋਰਚੇ ਦੀ ... [434, 300, 541, 314]
notice-item-english: ◆ I, Satpal S/o Shri Bakhsh Ram R/o Village Dogerpur, P.O Bastala, Tehsil Garhshankar, Distt. Hoshiarpur, Punjab-144527, do hereby solemnly affirm and declare that I have embraced Sikhism and renounced Hinduism with effect from 07.07.2023. [6, 530, 186, 566]
column-two [191, 56, 388, 633]
article-head-punjab-garmi: ਪੰਜਾਬ 'ਚ ਗਰਮੀ ਕਾਰਨ ... [887, 275, 1001, 289]
